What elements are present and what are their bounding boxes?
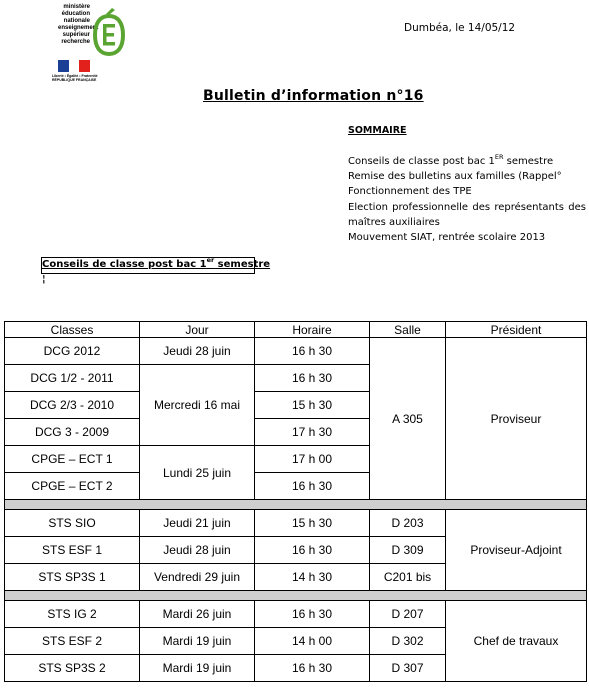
cell-classe: STS SP3S 2 (5, 655, 140, 682)
ministry-line: supérieur (62, 32, 90, 38)
cell-horaire: 16 h 30 (255, 601, 370, 628)
cell-jour: Mardi 19 juin (140, 655, 255, 682)
sommaire-item-after: semestre (503, 156, 554, 167)
cell-salle: D 309 (370, 537, 446, 564)
cell-horaire: 17 h 00 (255, 446, 370, 473)
sommaire-item (348, 230, 586, 245)
republique-flag-icon (58, 60, 90, 72)
cell-classe: CPGE – ECT 1 (5, 446, 140, 473)
col-header-classes: Classes (5, 322, 140, 338)
cell-president: Proviseur-Adjoint (446, 510, 587, 591)
cell-salle: D 307 (370, 655, 446, 682)
cell-salle: C201 bis (370, 564, 446, 591)
flag-caption: Liberté • Égalité • Fraternité RÉPUBLIQUE FRANÇAISE (52, 74, 98, 82)
schedule-table (4, 321, 587, 682)
sommaire-item-text: Fonctionnement des TPE (348, 186, 472, 198)
e-logo-icon (92, 8, 126, 56)
cell-classe: DCG 1/2 - 2011 (5, 365, 140, 392)
separator-row (5, 591, 587, 601)
cell-jour: Lundi 25 juin (140, 446, 255, 500)
table-row (5, 510, 587, 537)
cell-classe: DCG 2/3 - 2010 (5, 392, 140, 419)
sommaire-item (348, 169, 586, 184)
sommaire-item-text: Election professionnelle des représentants des maîtres auxiliaires (348, 201, 586, 228)
cell-jour: Mardi 19 juin (140, 628, 255, 655)
cell-classe: STS SIO (5, 510, 140, 537)
sommaire-heading: SOMMAIRE (348, 125, 407, 136)
section-heading-text: Conseils de classe post bac 1 (42, 259, 207, 270)
cell-salle: D 207 (370, 601, 446, 628)
cell-jour: Mercredi 16 mai (140, 365, 255, 446)
cell-salle: A 305 (370, 338, 446, 500)
ministry-logo (46, 4, 132, 84)
cell-jour: Vendredi 29 juin (140, 564, 255, 591)
cell-jour: Jeudi 21 juin (140, 510, 255, 537)
table-header-row (5, 322, 587, 338)
table-row (5, 338, 587, 365)
cell-horaire: 14 h 30 (255, 564, 370, 591)
col-header-president: Président (446, 322, 587, 338)
cell-classe: STS IG 2 (5, 601, 140, 628)
cell-classe: DCG 3 - 2009 (5, 419, 140, 446)
cell-horaire: 17 h 30 (255, 419, 370, 446)
cell-president: Proviseur (446, 338, 587, 500)
col-header-salle: Salle (370, 322, 446, 338)
section-heading-after: semestre (214, 259, 271, 270)
section-heading-sup: er (206, 255, 215, 264)
ministry-line: enseignement (58, 25, 99, 31)
cell-horaire: 16 h 30 (255, 338, 370, 365)
cell-president: Chef de travaux (446, 601, 587, 682)
cell-horaire: 15 h 30 (255, 510, 370, 537)
separator-cell (5, 591, 587, 601)
cell-horaire: 15 h 30 (255, 392, 370, 419)
col-header-jour: Jour (140, 322, 255, 338)
sommaire-item-sup: ER (494, 152, 504, 161)
cell-classe: CPGE – ECT 2 (5, 473, 140, 500)
bulletin-title: Bulletin d’information n°16 (203, 88, 424, 104)
cell-classe: DCG 2012 (5, 338, 140, 365)
sommaire-item (348, 184, 586, 199)
cell-jour: Jeudi 28 juin (140, 338, 255, 365)
cell-classe: STS SP3S 1 (5, 564, 140, 591)
table-row (5, 601, 587, 628)
cell-horaire: 14 h 00 (255, 628, 370, 655)
section-anchor-mark: ¦ (42, 274, 46, 285)
document-date: Dumbéa, le 14/05/12 (404, 22, 516, 34)
sommaire-item (348, 154, 586, 169)
cell-jour: Mardi 26 juin (140, 601, 255, 628)
sommaire-item (348, 200, 586, 230)
separator-row (5, 500, 587, 510)
sommaire-list (348, 154, 586, 245)
ministry-line: éducation (61, 11, 90, 17)
cell-classe: STS ESF 1 (5, 537, 140, 564)
ministry-line: ministère (63, 4, 90, 10)
sommaire-item-text: Conseils de classe post bac 1 (348, 156, 495, 167)
cell-classe: STS ESF 2 (5, 628, 140, 655)
col-header-horaire: Horaire (255, 322, 370, 338)
cell-horaire: 16 h 30 (255, 537, 370, 564)
cell-horaire: 16 h 30 (255, 655, 370, 682)
sommaire-item-text: Remise des bulletins aux familles (Rappel° (348, 171, 562, 183)
section-heading (42, 255, 271, 270)
separator-cell (5, 500, 587, 510)
cell-horaire: 16 h 30 (255, 365, 370, 392)
cell-horaire: 16 h 30 (255, 473, 370, 500)
cell-jour: Jeudi 28 juin (140, 537, 255, 564)
cell-salle: D 203 (370, 510, 446, 537)
sommaire-item-text: Mouvement SIAT, rentrée scolaire 2013 (348, 232, 546, 244)
cell-salle: D 302 (370, 628, 446, 655)
ministry-line: nationale (63, 18, 90, 24)
ministry-wordmark (58, 4, 99, 46)
ministry-line: recherche (61, 39, 90, 45)
